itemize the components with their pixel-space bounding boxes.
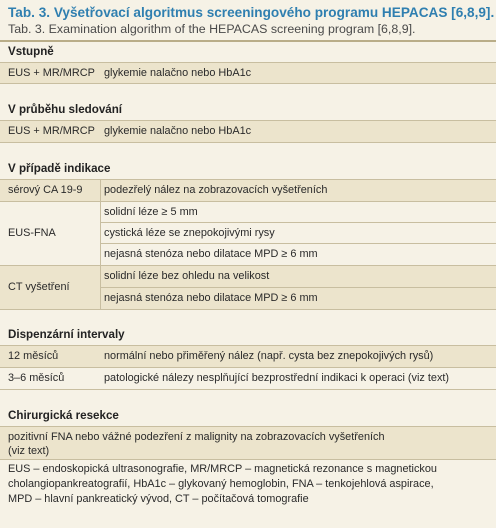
divider	[0, 367, 496, 368]
row-label: EUS + MR/MRCP	[8, 67, 95, 79]
row-label: sérový CA 19-9	[8, 184, 83, 196]
divider	[0, 265, 496, 266]
footnote-line: EUS – endoskopická ultrasonografie, MR/MRCP – magnetická rezonance s magnetickou	[8, 463, 437, 475]
divider	[0, 459, 496, 460]
section-heading-prubeh: V průběhu sledování	[8, 103, 123, 116]
divider	[0, 120, 496, 121]
divider	[100, 287, 496, 288]
divider	[0, 389, 496, 390]
section-heading-chirurgicka: Chirurgická resekce	[8, 409, 119, 422]
row-value: nejasná stenóza nebo dilatace MPD ≥ 6 mm	[104, 292, 318, 304]
section-heading-vstupne: Vstupně	[8, 45, 54, 58]
row-label: EUS-FNA	[8, 227, 56, 239]
row-value: normální nebo přiměřený nález (např. cysta bez znepokojivých rysů)	[104, 350, 434, 362]
row-value: glykemie nalačno nebo HbA1c	[104, 125, 252, 137]
divider	[0, 345, 496, 346]
table-title-english: Tab. 3. Examination algorithm of the HEPACAS screening program [6,8,9].	[8, 22, 416, 36]
divider	[0, 179, 496, 180]
row-label: 3–6 měsíců	[8, 372, 65, 384]
resection-text-line2: (viz text)	[8, 445, 50, 457]
table-title-czech: Tab. 3. Vyšetřovací algoritmus screeningového programu HEPACAS [6,8,9].	[8, 5, 495, 20]
divider	[0, 62, 496, 63]
row-label: 12 měsíců	[8, 350, 59, 362]
divider	[0, 309, 496, 310]
footnote	[8, 462, 492, 507]
row-value: solidní léze bez ohledu na velikost	[104, 270, 270, 282]
divider	[0, 40, 496, 42]
row-value: solidní léze ≥ 5 mm	[104, 206, 198, 218]
divider	[0, 142, 496, 143]
column-divider	[100, 179, 101, 309]
section-heading-indikace: V případě indikace	[8, 162, 111, 175]
divider	[100, 243, 496, 244]
resection-text-line1: pozitivní FNA nebo vážné podezření z malignity na zobrazovacích vyšetřeních	[8, 431, 385, 443]
footnote-line: MPD – hlavní pankreatický vývod, CT – počítačová tomografie	[8, 493, 309, 505]
divider	[0, 426, 496, 427]
row-value: podezřelý nález na zobrazovacích vyšetřeních	[104, 184, 328, 196]
divider	[0, 83, 496, 84]
row-label: EUS + MR/MRCP	[8, 125, 95, 137]
row-value: patologické nálezy nesplňující bezprostřední indikaci k operaci (viz text)	[104, 372, 450, 384]
row-value: cystická léze se znepokojivými rysy	[104, 227, 275, 239]
divider	[100, 222, 496, 223]
footnote-line: cholangiopankreatografií, HbA1c – glykovaný hemoglobin, FNA – tenkojehlová aspirace,	[8, 478, 434, 490]
section-heading-dispenzarni: Dispenzární intervaly	[8, 328, 125, 341]
row-value: nejasná stenóza nebo dilatace MPD ≥ 6 mm	[104, 248, 318, 260]
divider	[0, 201, 496, 202]
row-value: glykemie nalačno nebo HbA1c	[104, 67, 252, 79]
row-label: CT vyšetření	[8, 281, 70, 293]
